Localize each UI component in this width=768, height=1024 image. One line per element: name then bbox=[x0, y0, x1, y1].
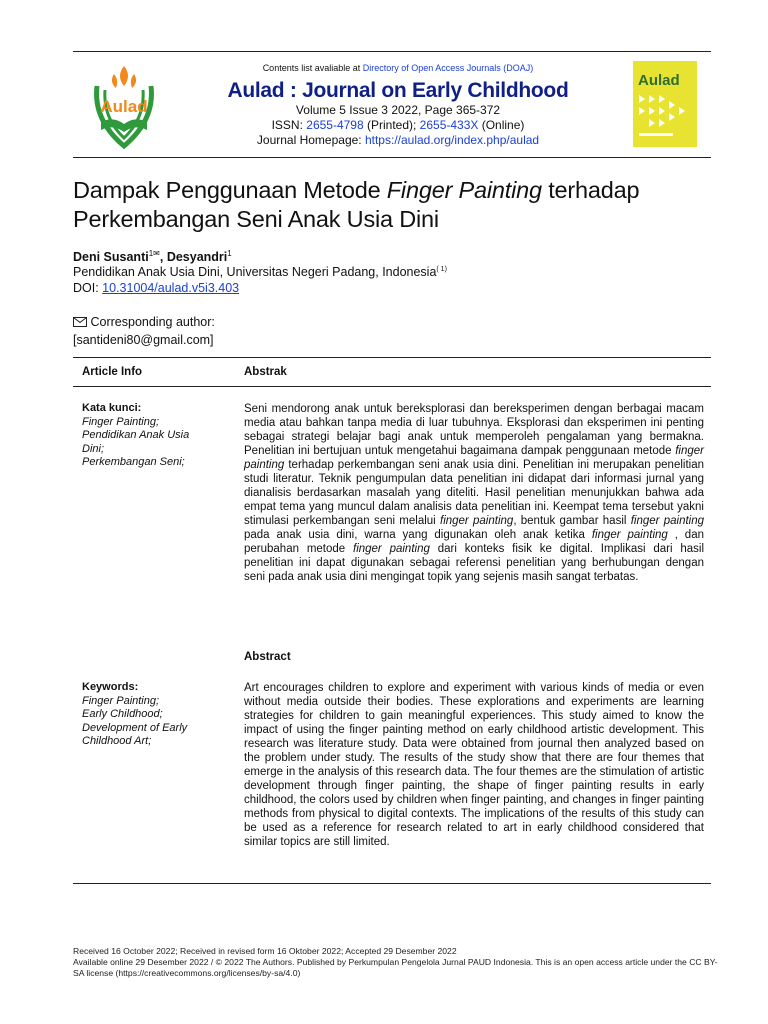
abstrak-seg: Seni mendorong anak untuk bereksplorasi dan bereksperimen dengan berbagai macam media atau bahkan tanpa media di luar tubuhnya. Eksplorasi dan eksperimen ini penting sebagai strategi belajar bagi anak untuk memperoleh pengalaman yang bermakna. Penelitian ini bertujuan untuk mengetahui bagaimana dampak penggunaan metode bbox=[244, 403, 704, 457]
kata-kunci-item: Dini; bbox=[82, 442, 105, 455]
header-bottom-rule bbox=[73, 157, 711, 158]
abstract-text: Art encourages children to explore and experiment with various kinds of media or even without media outside their bodies. These explorations and experiments are learning strategies for children to gain meaningful experiences. This study aimed to know the impact of using the finger painting method on early childhood artistic development. This research was literature study. Data were obtained from journal then analyzed based on the problem under study. The results of the study show that there are four themes that emerge in the analysis of this research data. The four themes are the stimulation of artistic development through finger painting, the shape of finger painting results in early childhood, the colors used by children when finger painting, and changes in finger painting methods from physical to digital contexts. The implications of the results of this study can be used as a reference for research related to art in early childhood considered that similar topics are still limited. bbox=[244, 682, 704, 848]
abstrak-italic: finger painting bbox=[353, 543, 430, 555]
abstrak-italic: finger painting bbox=[440, 515, 514, 527]
keyword-item: Finger Painting; bbox=[82, 694, 160, 707]
table-header-rule bbox=[73, 386, 711, 387]
cover-title: Aulad bbox=[638, 72, 680, 89]
homepage-line bbox=[183, 133, 613, 148]
contents-prefix: Contents list avaliable at bbox=[262, 63, 363, 73]
journal-info bbox=[183, 52, 613, 148]
doi-link[interactable]: 10.31004/aulad.v5i3.403 bbox=[102, 281, 240, 295]
homepage-prefix: Journal Homepage: bbox=[256, 133, 365, 147]
journal-header bbox=[73, 52, 711, 152]
kata-kunci-label: Kata kunci: bbox=[82, 402, 142, 414]
doaj-link[interactable]: Directory of Open Access Journals (DOAJ) bbox=[362, 63, 534, 73]
author1-sup: 1✉ bbox=[148, 249, 160, 258]
author1: Deni Susanti bbox=[73, 250, 149, 265]
article-footer bbox=[73, 946, 718, 979]
doi-prefix: DOI: bbox=[73, 281, 103, 295]
author-sep: , Desyandri bbox=[159, 250, 228, 265]
abstrak-heading: Abstrak bbox=[244, 366, 287, 378]
affiliation bbox=[73, 265, 447, 279]
doi-line bbox=[73, 281, 239, 295]
table-bottom-rule bbox=[73, 883, 711, 884]
abstrak-text bbox=[244, 402, 704, 584]
corr-label: Corresponding author: bbox=[90, 315, 215, 329]
abstrak-seg: dari konteks fisik ke digital. Implikasi dari hasil penelitian ini dapat digunakan sebagai referensi penelitian yang berhubungan dengan seni pada anak usia dini mengingat topik yang sejenis masih sangat terbatas. bbox=[244, 543, 704, 583]
issn-print-link[interactable]: 2655-4798 bbox=[306, 118, 364, 132]
abstrak-seg: , dan perubahan metode bbox=[244, 529, 704, 555]
keyword-item: Childhood Art; bbox=[82, 735, 152, 747]
kata-kunci-item: Perkembangan Seni; bbox=[82, 456, 185, 468]
contents-list-line bbox=[183, 63, 613, 73]
keywords-label: Keywords: bbox=[82, 681, 139, 693]
abstrak-seg: , bentuk gambar hasil bbox=[513, 515, 631, 527]
table-top-rule bbox=[73, 357, 711, 358]
affiliation-sup: ( 1) bbox=[436, 265, 447, 273]
title-line2: Perkembangan Seni Anak Usia Dini bbox=[73, 206, 439, 232]
homepage-link[interactable]: https://aulad.org/index.php/aulad bbox=[364, 133, 540, 147]
journal-logo bbox=[83, 60, 165, 152]
abstrak-italic: finger painting bbox=[630, 515, 705, 527]
abstrak-italic: finger painting bbox=[244, 445, 704, 471]
issn-online-suffix: (Online) bbox=[478, 118, 525, 132]
issn-print-suffix: (Printed); bbox=[363, 118, 420, 132]
title-part2: terhadap bbox=[541, 177, 640, 203]
abstrak-seg: pada anak usia dini, warna yang digunakan oleh anak ketika bbox=[244, 529, 592, 541]
issn-line bbox=[183, 118, 613, 133]
authors bbox=[73, 249, 232, 264]
kata-kunci-item: Finger Painting; bbox=[82, 415, 160, 428]
article-info-heading: Article Info bbox=[82, 366, 143, 378]
title-part1: Dampak Penggunaan Metode bbox=[73, 177, 387, 203]
author2-sup: 1 bbox=[227, 249, 232, 258]
corr-email: [santideni80@gmail.com] bbox=[73, 333, 214, 347]
kata-kunci-block bbox=[82, 402, 222, 470]
journal-cover-image bbox=[633, 61, 697, 147]
footer-dates: Received 16 October 2022; Received in revised form 16 Oktober 2022; Accepted 29 Desember 2022 bbox=[73, 946, 457, 956]
corresponding-author bbox=[73, 314, 215, 349]
article-title bbox=[73, 176, 713, 234]
footer-license: Available online 29 Desember 2022 / © 2022 The Authors. Published by Perkumpulan Pengelola Jurnal PAUD Indonesia. This is an open access article under the CC BY-SA license (https://creativecommons.org/licenses/by-sa/4.0) bbox=[73, 957, 718, 978]
envelope-icon bbox=[73, 315, 87, 332]
abstrak-italic: finger painting bbox=[591, 529, 668, 541]
keyword-item: Early Childhood; bbox=[82, 708, 163, 720]
affiliation-text: Pendidikan Anak Usia Dini, Universitas Negeri Padang, Indonesia bbox=[73, 265, 437, 279]
kata-kunci-item: Pendidikan Anak Usia bbox=[82, 429, 190, 441]
journal-title: Aulad : Journal on Early Childhood bbox=[227, 79, 569, 102]
title-italic: Finger Painting bbox=[386, 177, 542, 203]
abstract-heading: Abstract bbox=[244, 651, 291, 663]
abstrak-seg: terhadap perkembangan seni anak usia dini. Penelitian ini merupakan penelitian studi literatur. Teknik pengumpulan data penelitian ini didapat dari informasi jurnal yang dianalisis berdasarkan masalah yang diteliti. Hasil penelitian menunjukkan bahwa ada empat tema yang muncul dalam analisis data penelitian ini. Keempat tema tersebut yakni stimulasi perkembangan seni melalui bbox=[244, 459, 704, 527]
issn-online-link[interactable]: 2655-433X bbox=[419, 118, 479, 132]
volume-line: Volume 5 Issue 3 2022, Page 365-372 bbox=[295, 103, 501, 117]
keyword-item: Development of Early bbox=[82, 721, 188, 734]
logo-text: Aulad bbox=[100, 97, 148, 116]
keywords-block bbox=[82, 681, 222, 749]
issn-prefix: ISSN: bbox=[271, 118, 307, 132]
